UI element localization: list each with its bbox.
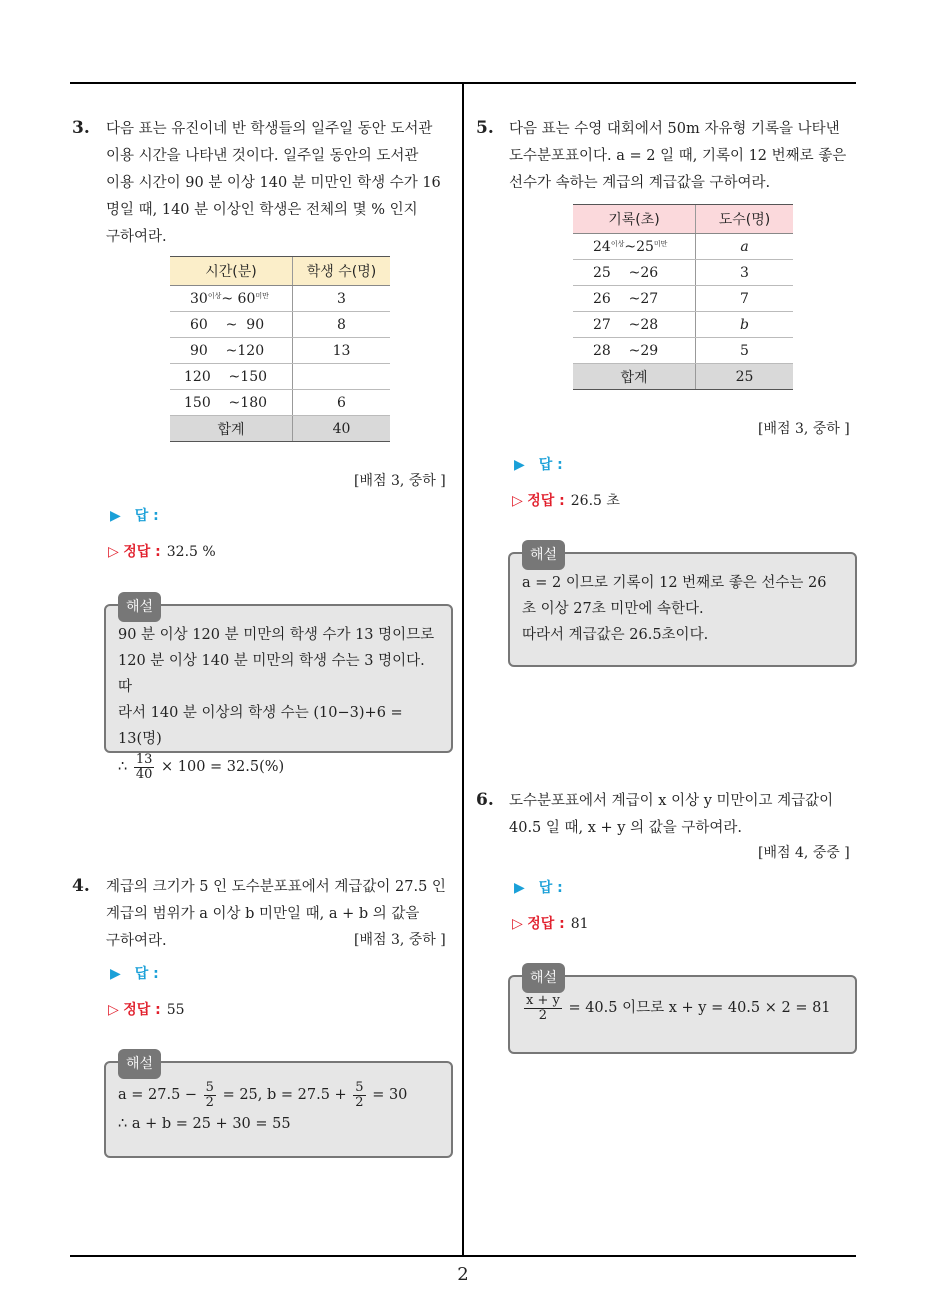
q3-number: 3. [72,118,90,138]
outline-triangle-icon: ▷ [512,493,523,509]
q3-final-answer: ▷ 정답 : 32.5 % [108,544,216,560]
q4-text: 계급의 크기가 5 인 도수분포표에서 계급값이 27.5 인 계급의 범위가 a 이상 b 미만일 때, a + b 의 값을 구하여라. [106,879,446,949]
q3-line: 다음 표는 유진이네 반 학생들의 일주일 동안 도서관 [106,121,433,137]
q4-solution-box: 해설 a = 27.5 − $\frac{5}{2}$ = 25, b = 27.5 + $\frac{5}{2}$ = 30 ∴ a + b = 25 + 30 = 55 [104,1061,453,1158]
q3-line: 구하여라. [106,229,167,245]
play-arrow-icon: ▶ [110,508,121,524]
table-row: 120 ~150 [170,364,390,390]
column-divider [462,84,464,1256]
q3-frequency-table [170,256,390,442]
q6-answer-label: ▶ 답 : [514,880,563,896]
table-row: 26 ~27 7 [573,286,793,312]
play-arrow-icon: ▶ [110,966,121,982]
play-arrow-icon: ▶ [514,880,525,896]
outline-triangle-icon: ▷ [108,1002,119,1018]
q6-score: [배점 4, 중중 ] [758,845,850,861]
q5-score: [배점 3, 중하 ] [758,421,850,437]
q5-answer-label: ▶ 답 : [514,457,563,473]
solution-tag: 해설 [118,592,161,622]
q6-number: 6. [476,790,494,810]
q3-line: 이용 시간을 나타낸 것이다. 일주일 동안의 도서관 [106,148,419,164]
q4-final-answer: ▷ 정답 : 55 [108,1002,185,1018]
table-header: 기록(초) [573,205,696,234]
q6-solution-box: 해설 $\frac{x + y}{2}$ = 40.5 이므로 x + y = 40.5 × 2 = 81 [508,975,857,1054]
q5-text: 다음 표는 수영 대회에서 50m 자유형 기록을 나타낸 도수분포표이다. a = 2 일 때, 기록이 12 번째로 좋은 선수가 속하는 계급의 계급값을 구하여라. [509,121,847,191]
table-header: 도수(명) [696,205,794,234]
table-row: 25 ~26 3 [573,260,793,286]
q3-line: 이용 시간이 90 분 이상 140 분 미만인 학생 수가 16 [106,175,441,191]
q5-number: 5. [476,118,494,138]
q4-answer-label: ▶ 답 : [110,966,159,982]
q3-solution-box: 해설 90 분 이상 120 분 미만의 학생 수가 13 명이므로 120 분 이상 140 분 미만의 학생 수는 3 명이다. 따 라서 140 분 이상의 학생 수는 (10−3)+6 = 13(명) ∴ $\frac{13}{40}$ × 100 = 32.5(%) [104,604,453,753]
table-total-row: 합계 25 [573,364,793,390]
q3-answer-label: ▶ 답 : [110,508,159,524]
q4-score: [배점 3, 중하 ] [354,932,446,948]
table-row: 60 ~ 90 8 [170,312,390,338]
solution-tag: 해설 [522,963,565,993]
q3-line: 명일 때, 140 분 이상인 학생은 전체의 몇 % 인지 [106,202,418,218]
solution-tag: 해설 [118,1049,161,1079]
bottom-rule [70,1255,856,1257]
table-row: 27 ~28 b [573,312,793,338]
table-header: 학생 수(명) [293,257,391,286]
table-row: 150 ~180 6 [170,390,390,416]
q5-solution-box: 해설 a = 2 이므로 기록이 12 번째로 좋은 선수는 26 초 이상 27초 미만에 속한다. 따라서 계급값은 26.5초이다. [508,552,857,667]
solution-tag: 해설 [522,540,565,570]
q5-final-answer: ▷ 정답 : 26.5 초 [512,493,620,509]
table-row: 90 ~120 13 [170,338,390,364]
q6-final-answer: ▷ 정답 : 81 [512,916,589,932]
q4-number: 4. [72,876,90,896]
table-row: $24^{이상}\sim 25^{미만}$ a [573,234,793,260]
outline-triangle-icon: ▷ [108,544,119,560]
q3-score: [배점 3, 중하 ] [354,473,446,489]
q6-text: 도수분포표에서 계급이 x 이상 y 미만이고 계급값이 40.5 일 때, x + y 의 값을 구하여라. [509,793,834,836]
table-total-row: 합계 40 [170,416,390,442]
q5-frequency-table [573,204,793,390]
table-row: 28 ~29 5 [573,338,793,364]
q3-text [106,116,456,251]
outline-triangle-icon: ▷ [512,916,523,932]
table-header: 시간(분) [170,257,293,286]
table-row: $30^{이상}\sim$ $60^{미만}$ 3 [170,286,390,312]
play-arrow-icon: ▶ [514,457,525,473]
page-number: 2 [457,1264,469,1285]
